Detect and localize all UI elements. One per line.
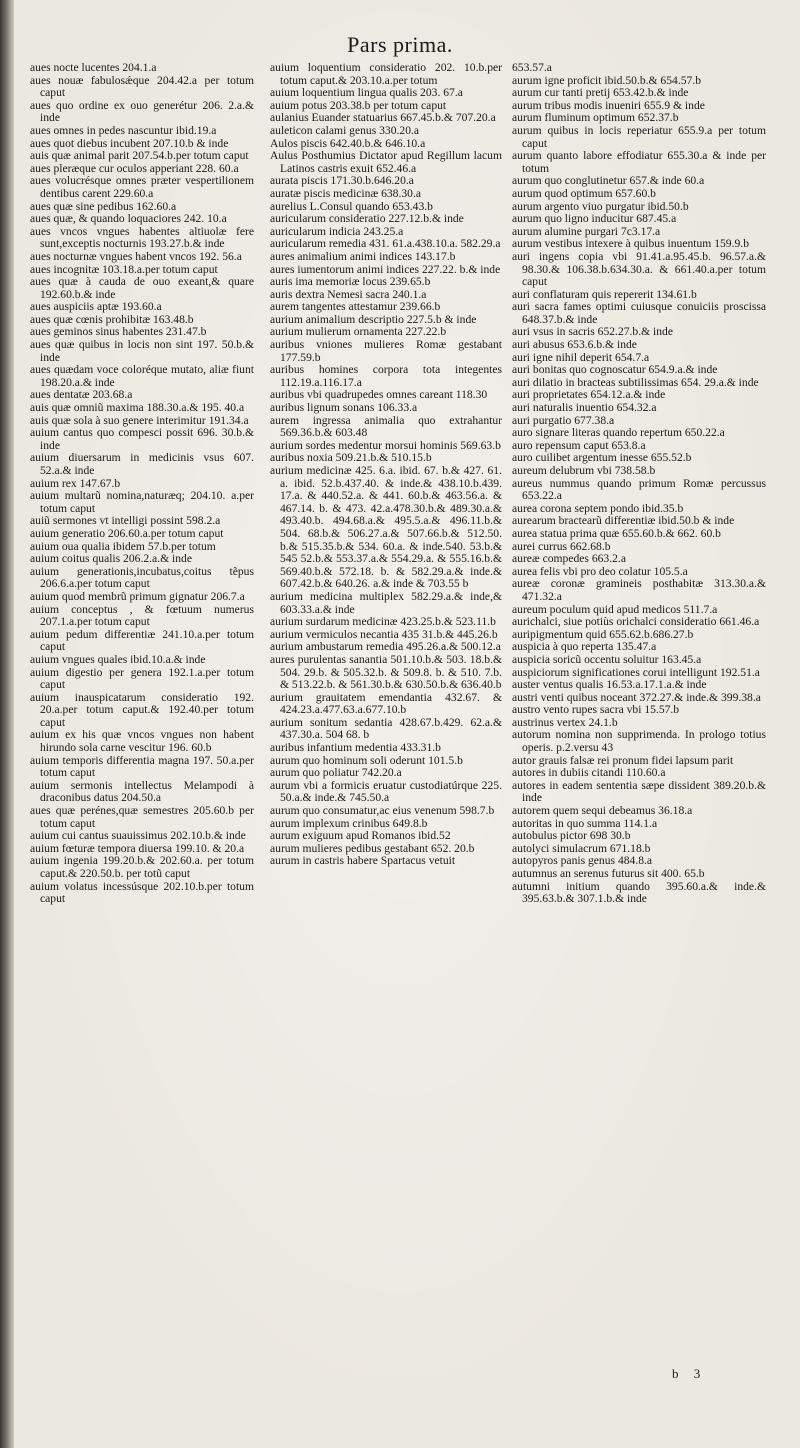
index-entry: aurum fluminum optimum 652.37.b [512,111,679,125]
index-entry: Aulos piscis 642.40.b.& 646.10.a [270,136,426,150]
index-entry: aurata piscis 171.30.b.646.20.a [270,174,414,188]
index-entry: autoritas in quo summa 114.1.a [512,816,658,830]
index-column-1 [30,62,254,1392]
index-entry: auri naturalis inuentio 654.32.a [512,401,657,415]
index-entry: auribus homines corpora tota integentes 112.19.a.116.17.a [270,363,502,389]
index-entry: aurum vestibus intexere à quibus inuentum 159.9.b [512,237,749,251]
index-entry: aurei currus 662.68.b [512,539,611,553]
index-entry: aues quæ, & quando loquaciores 242. 10.a [30,212,227,226]
index-entry: auro cuilibet argentum inesse 655.52.b [512,451,692,465]
index-entry: Aulus Posthumius Dictator apud Regillum lacum Latinos castris exuit 652.46.a [270,149,502,175]
index-entry: aues quæ quibus in locis non sint 197. 50.b.& inde [30,338,254,364]
index-entry: aurelius L.Consul quando 653.43.b [270,199,433,213]
index-entry: aureæ coronæ gramineis posthabitæ 313.30.a.& 471.32.a [512,577,766,603]
index-entry: autumni initium quando 395.60.a.& inde.& 395.63.b.& 307.1.b.& inde [512,879,766,906]
index-entry: austro vento rupes sacra vbi 15.57.b [512,703,680,717]
index-entry: auri vsus in sacris 652.27.b.& inde [512,325,674,339]
index-entry: aurium medicina multiplex 582.29.a.& inde,& 603.33.a.& inde [270,589,502,616]
index-entry: aurum implexum crinibus 649.8.b [270,816,428,830]
index-entry: aues quæ cœnis prohibitæ 163.48.b [30,312,194,326]
index-entry: aurum quo poliatur 742.20.a [270,766,402,780]
index-entry: aurum quibus in locis reperiatur 655.9.a per totum caput [512,123,766,150]
index-entry: aurum cur tanti pretij 653.42.b.& inde [512,86,689,100]
index-entry: auium fœturæ tempora diuersa 199.10. & 20.a [30,841,245,855]
index-entry: auium diuersarum in medicinis vsus 607. 52.a.& inde [30,451,254,477]
index-entry: aues nocte lucentes 204.1.a [30,62,157,74]
index-entry: auleticon calami genus 330.20.a [270,123,420,137]
index-entry: auium loquentium lingua qualis 203. 67.a [270,86,463,100]
index-entry: aurium medicinæ 425. 6.a. ibid. 67. b.& 427. 61. a. ibid. 52.b.437.40. & inde.& 438.10.b.439. 17.a. & 440.52.a. & 441. 60.b.& 463.56.a. & 467.14. b. & 473. 42.a.478.30.b.& 489.30.a.& 493.40.b. 494.68.a.& 495.5.a.& 496.11.b.& 504. 68.b.& 506.27.a.& 507.66.b.& 512.50. b.& 515.35.b.& 534. 60.a. & inde.540. 53.b.& 545 52.b.& 553.37.a.& 554.29.a. & 555.16.b.& 569.40.b.& 572.18. b. & 582.29.a.& inde.& 607.42.b.& 640.26. a.& inde & 703.55 b [270,464,502,591]
index-entry: auri ingens copia vbi 91.41.a.95.45.b. 96.57.a.& 98.30.& 106.38.b.634.30.a. & 661.40.a.per totum caput [512,249,766,289]
binding-gutter [0,0,14,1448]
index-entry: auricularum indicia 243.25.a [270,224,404,238]
index-entry: auium ingenia 199.20.b.& 202.60.a. per totum caput.& 220.50.b. per totũ caput [30,854,254,880]
index-entry: aurichalci, siue potiùs orichalci consideratio 661.46.a [512,615,760,629]
index-entry: aues nocturnæ vngues habent vncos 192. 56.a [30,249,242,263]
index-entry: aurem ingressa animalia quo extrahantur 569.36.b.& 603.48 [270,413,502,440]
index-entry: auro signare literas quando repertum 650.22.a [512,426,725,440]
index-entry: aurea statua prima quæ 655.60.b.& 662. 60.b [512,526,721,540]
index-entry: aures animalium animi indices 143.17.b [270,249,456,263]
index-entry: auium quod membrũ primum gignatur 206.7.a [30,589,245,603]
index-entry: 653.57.a [512,62,552,74]
index-entry: aureum poculum quid apud medicos 511.7.a [512,602,718,616]
index-entry: aues auspiciis aptæ 193.60.a [30,300,162,314]
index-entry: auium multarũ nomina,naturæq; 204.10. a.per totum caput [30,489,254,515]
index-entry: aurium mulierum ornamenta 227.22.b [270,325,447,339]
index-entry: auribus noxia 509.21.b.& 510.15.b [270,451,432,465]
index-entry: autobulus pictor 698 30.b [512,829,631,843]
index-entry: auri igne nihil deperit 654.7.a [512,350,650,364]
index-entry: aurum quo ligno inducitur 687.45.a [512,212,677,226]
index-entry: aureæ compedes 663.2.a [512,552,626,566]
index-entry: aurum argento viuo purgatur ibid.50.b [512,199,689,213]
index-entry: auium cui cantus suauissimus 202.10.b.& inde [30,829,246,843]
index-entry: auium digestio per genera 192.1.a.per totum caput [30,665,254,692]
index-entry: auris dextra Nemesi sacra 240.1.a [270,287,427,301]
index-entry: autores in eadem sententia sæpe dissident 389.20.b.& inde [512,778,766,805]
index-entry: auratæ piscis medicinæ 638.30.a [270,186,422,200]
index-entry: auium inauspicatarum consideratio 192. 20.a.per totum caput.& 192.40.per totum caput [30,690,254,729]
index-entry: aues quædam voce coloréque mutato, aliæ fiunt 198.20.a.& inde [30,363,254,389]
index-entry: aures purulentas sanantia 501.10.b.& 503. 18.b.& 504. 29.b. & 505.32.b. & 509.8. b. & 510. 7.b. & 513.22.b. & 561.30.b.& 630.50.b.& 636.40.b [270,652,502,692]
index-entry: auspicia à quo reperta 135.47.a [512,640,657,654]
index-entry: autorem quem sequi debeamus 36.18.a [512,804,693,818]
index-entry: aurum quo hominum soli oderunt 101.5.b [270,753,463,767]
index-entry: auri abusus 653.6.b.& inde [512,338,637,352]
index-entry: auster ventus qualis 16.53.a.17.1.a.& inde [512,678,707,692]
index-entry: auium coitus qualis 206.2.a.& inde [30,552,192,566]
index-entry: aurium surdarum medicinæ 423.25.b.& 523.11.b [270,615,496,629]
index-entry: aues quæ perénes,quæ semestres 205.60.b per totum caput [30,804,254,830]
index-entry: auium vngues quales ibid.10.a.& inde [30,652,206,666]
index-entry: auricularum consideratio 227.12.b.& inde [270,212,464,226]
index-entry: auium generationis,incubatus,coitus tẽpus 206.6.a.per totum caput [30,564,254,591]
index-entry: aureum delubrum vbi 738.58.b [512,464,656,477]
index-column-3 [512,62,766,1392]
index-entry: auis quæ animal parit 207.54.b.per totum caput [30,149,249,163]
index-entry: autolyci simulacrum 671.18.b [512,841,651,855]
index-entry: auri dilatio in bracteas subtilissimas 654. 29.a.& inde [512,375,759,389]
index-entry: aulanius Euander statuarius 667.45.b.& 707.20.a [270,111,496,125]
index-entry: aurum quod optimum 657.60.b [512,186,656,200]
index-entry: aurum in castris habere Spartacus vetuit [270,854,456,868]
index-entry: auis quæ sola à suo genere interimitur 191.34.a [30,413,249,427]
index-entry: aurum exiguum apud Romanos ibid.52 [270,829,451,843]
index-entry: aues nouæ fabulosǽque 204.42.a per totum caput [30,73,254,100]
index-entry: aurum vbi a formicis eruatur custodiatúrque 225. 50.a.& inde.& 745.50.a [270,778,502,805]
index-entry: autumnus an serenus futurus sit 400. 65.b [512,867,705,880]
index-entry: auricularum remedia 431. 61.a.438.10.a. 582.29.a [270,237,501,251]
index-entry: auium pedum differentiæ 241.10.a.per totum caput [30,627,254,654]
index-entry: auribus vniones mulieres Romæ gestabant 177.59.b [270,338,502,364]
index-entry: auium cantus quo compesci possit 696. 30.b.& inde [30,426,254,452]
index-entry: aues omnes in pedes nascuntur ibid.19.a [30,123,217,137]
index-entry: austri venti quibus noceant 372.27.& inde.& 399.38.a [512,690,761,704]
index-entry: auripigmentum quid 655.62.b.686.27.b [512,627,694,641]
page-header: Pars prima. [347,32,453,57]
index-entry: aues quæ à cauda de ouo exeant,& quare 192.60.b.& inde [30,275,254,301]
index-entry: auium potus 203.38.b per totum caput [270,98,447,112]
index-entry: autor grauis falsæ rei pronum fidei lapsum parit [512,753,734,767]
index-entry: aurum quo consumatur,ac eius venenum 598.7.b [270,804,495,818]
index-entry: aures iumentorum animi indices 227.22. b.& inde [270,262,501,276]
index-entry: auri purgatio 677.38.a [512,413,615,427]
index-entry: aurium sonitum sedantia 428.67.b.429. 62.a.& 437.30.a. 504 68. b [270,715,502,742]
index-entry: aues dentatæ 203.68.a [30,388,133,402]
index-entry: aues incognitæ 103.18.a.per totum caput [30,262,218,276]
index-entry: austrinus vertex 24.1.b [512,715,618,729]
index-entry: autores in dubiis citandi 110.60.a [512,766,666,780]
signature-mark: b 3 [672,1366,707,1381]
index-entry: auium generatio 206.60.a.per totum caput [30,526,224,540]
index-entry: aurium vermiculos necantia 435 31.b.& 445.26.b [270,627,498,641]
index-entry: aues pleræque cur oculos apperiant 228. 60.a [30,161,239,175]
index-entry: autorum nomina non supprimenda. In prologo totius operis. p.2.versu 43 [512,728,766,755]
index-entry: auribus vbi quadrupedes omnes careant 118.30 [270,388,488,402]
index-entry: aues geminos sinus habentes 231.47.b [30,325,207,339]
index-entry: auis quæ omniũ maxima 188.30.a.& 195. 40.a [30,401,245,415]
index-entry: aureus nummus quando primum Romæ percussus 653.22.a [512,476,766,503]
index-entry: aurium grauitatem emendantia 432.67. & 424.23.a.477.63.a.677.10.b [270,690,502,717]
index-entry: aurea felis vbi pro deo colatur 105.5.a [512,564,688,578]
index-entry: auium loquentium consideratio 202. 10.b.per totum caput.& 203.10.a.per totum [270,62,502,87]
index-entry: auium ex his quæ vncos vngues non habent hirundo sola carne vescitur 196. 60.b [30,728,254,755]
index-entry: auspicia soricũ occentu soluitur 163.45.a [512,652,702,666]
index-entry: auium temporis differentia magna 197. 50.a.per totum caput [30,753,254,780]
index-entry: auribus infantium medentia 433.31.b [270,741,441,755]
index-entry: aurea corona septem pondo ibid.35.b [512,501,684,515]
index-entry: auium sermonis intellectus Melampodi à draconibus datus 204.50.a [30,778,254,805]
index-entry: auribus lignum sonans 106.33.a [270,401,418,415]
index-entry: auri proprietates 654.12.a.& inde [512,388,666,402]
index-entry: auri conflaturam quis repererit 134.61.b [512,287,697,301]
index-entry: auium oua qualia ibidem 57.b.per totum [30,539,216,553]
index-entry: auium rex 147.67.b [30,476,121,490]
index-entry: aues quo ordine ex ouo generétur 206. 2.a.& inde [30,98,254,125]
index-entry: aurium ambustarum remedia 495.26.a.& 500.12.a [270,640,501,654]
index-entry: auri sacra fames optimi cuiusque conuiciis proscissa 648.37.b.& inde [512,300,766,326]
index-entry: aurum quanto labore effodiatur 655.30.a & inde per totum [512,149,766,175]
index-entry: aurearum bractearũ differentiæ ibid.50.b & inde [512,514,735,528]
index-entry: aues quæ sine pedibus 162.60.a [30,199,177,213]
index-entry: aurium animalium descriptio 227.5.b & inde [270,312,477,326]
index-entry: aurum alumine purgari 7c3.17.a [512,224,661,238]
index-entry: aurum tribus modis inueniri 655.9 & inde [512,98,705,112]
index-entry: autopyros panis genus 484.8.a [512,854,653,868]
index-entry: aurum mulieres pedibus gestabant 652. 20.b [270,841,475,855]
index-entry: aues vncos vngues habentes altiuolæ fere sunt,exceptis nocturnis 193.27.b.& inde [30,224,254,251]
index-entry: auium conceptus , & fœtuum numerus 207.1.a.per totum caput [30,602,254,629]
index-entry: aurum igne proficit ibid.50.b.& 654.57.b [512,73,702,87]
index-entry: aurem tangentes attestamur 239.66.b [270,300,441,314]
index-entry: auspiciorum significationes corui intelligunt 192.51.a [512,665,760,679]
index-entry: auium volatus incessúsque 202.10.b.per totum caput [30,879,254,906]
index-entry: aurium sordes medentur morsui hominis 569.63.b [270,438,501,452]
index-entry: auris ima memoriæ locus 239.65.b [270,275,431,289]
index-entry: auiũ sermones vt intelligi possint 598.2.a [30,514,221,528]
index-entry: auri bonitas quo cognoscatur 654.9.a.& inde [512,363,718,377]
index-column-2 [270,62,502,1392]
index-entry: aues volucrésque omnes præter vespertilionem dentibus carent 229.60.a [30,174,254,200]
index-entry: aues quot diebus incubent 207.10.b & inde [30,136,229,150]
index-entry: auro repensum caput 653.8.a [512,438,646,452]
index-entry: aurum quo conglutinetur 657.& inde 60.a [512,174,705,188]
